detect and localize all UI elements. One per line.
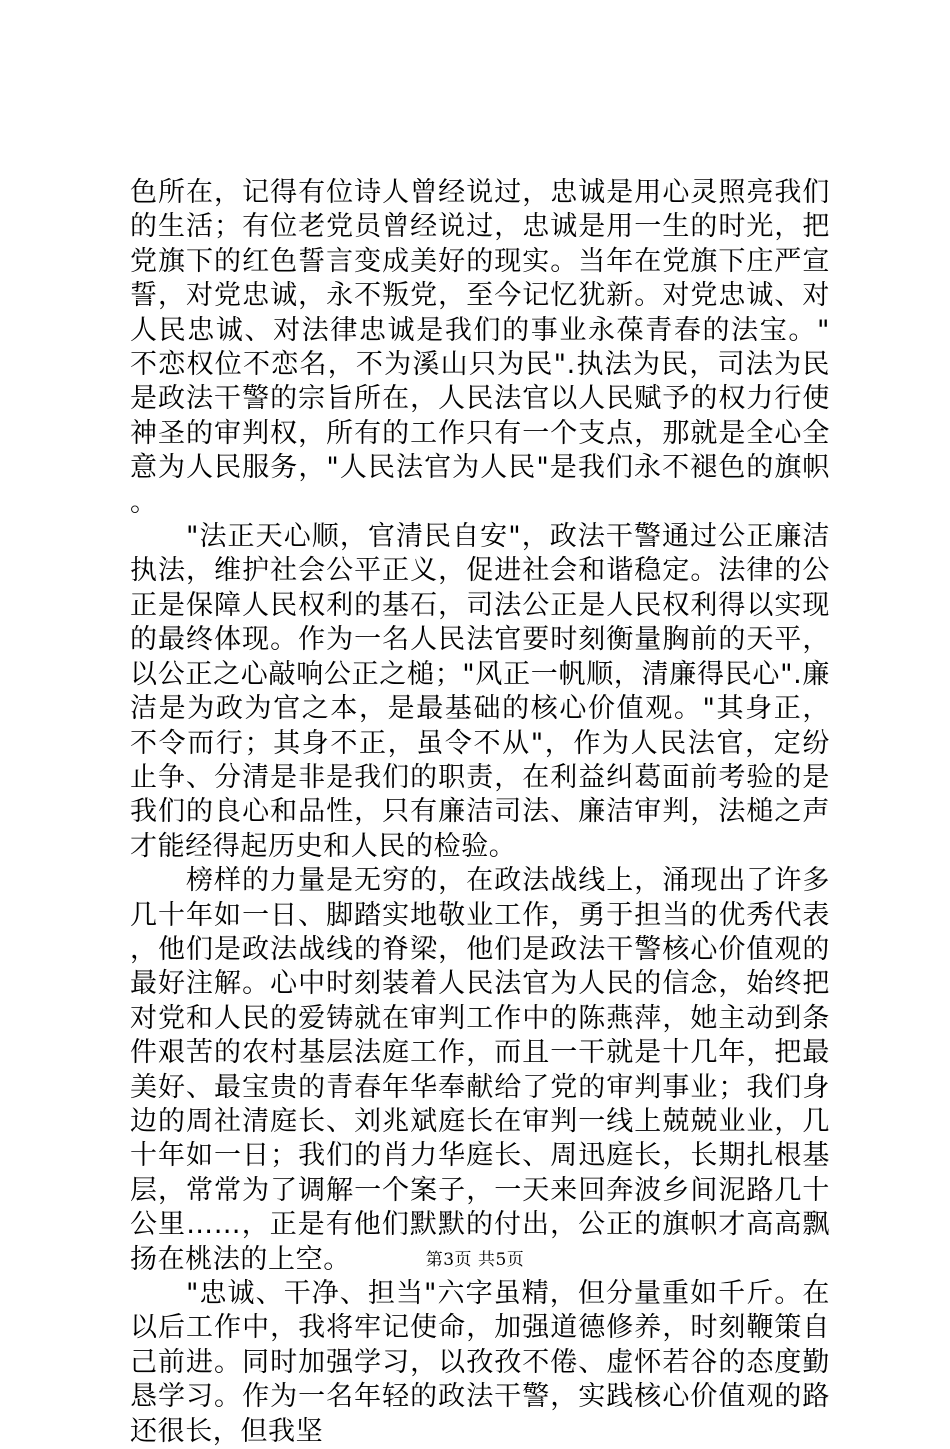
- paragraph-1: 色所在，记得有位诗人曾经说过，忠诚是用心灵照亮我们的生活；有位老党员曾经说过，忠诚是用一生的时光，把党旗下的红色誓言变成美好的现实。当年在党旗下庄严宣誓，对党忠诚，永不叛党，至今记忆犹新。对党忠诚、对人民忠诚、对法律忠诚是我们的事业永葆青春的法宝。"不恋权位不恋名，不为溪山只为民".执法为民，司法为民是政法干警的宗旨所在，人民法官以人民赋予的权力行使神圣的审判权，所有的工作只有一个支点，那就是全心全意为人民服务，"人民法官为人民"是我们永不褪色的旗帜。: [130, 177, 830, 518]
- page-number-footer: 第3页 共5页: [425, 1250, 525, 1270]
- paragraph-3: 榜样的力量是无穷的，在政法战线上，涌现出了许多几十年如一日、脚踏实地敬业工作，勇于担当的优秀代表，他们是政法战线的脊梁，他们是政法干警核心价值观的最好注解。心中时刻装着人民法官为人民的信念，始终把对党和人民的爱铸就在审判工作中的陈燕萍，她主动到条件艰苦的农村基层法庭工作，而且一干就是十几年，把最美好、最宝贵的青春年华奉献给了党的审判事业；我们身边的周社清庭长、刘兆斌庭长在审判一线上兢兢业业，几十年如一日；我们的肖力华庭长、周迅庭长，长期扎根基层，常常为了调解一个案子，一天来回奔波乡间泥路几十公里……，正是有他们默默的付出，公正的旗帜才高高飘扬在桃法的上空。: [130, 865, 830, 1275]
- paragraph-4: "忠诚、干净、担当"六字虽精，但分量重如千斤。在以后工作中，我将牢记使命，加强道德修养，时刻鞭策自己前进。同时加强学习，以孜孜不倦、虚怀若谷的态度勤恳学习。作为一名年轻的政法干警，实践核心价值观的路还很长，但我坚: [130, 1278, 830, 1447]
- paragraph-2: "法正天心顺，官清民自安"，政法干警通过公正廉洁执法，维护社会公平正义，促进社会和谐稳定。法律的公正是保障人民权利的基石，司法公正是人民权利得以实现的最终体现。作为一名人民法官要时刻衡量胸前的天平，以公正之心敲响公正之槌；"风正一帆顺，清廉得民心".廉洁是为政为官之本，是最基础的核心价值观。"其身正，不令而行；其身不正，虽令不从"，作为人民法官，定纷止争、分清是非是我们的职责，在利益纠葛面前考验的是我们的良心和品性，只有廉洁司法、廉洁审判，法槌之声才能经得起历史和人民的检验。: [130, 521, 830, 862]
